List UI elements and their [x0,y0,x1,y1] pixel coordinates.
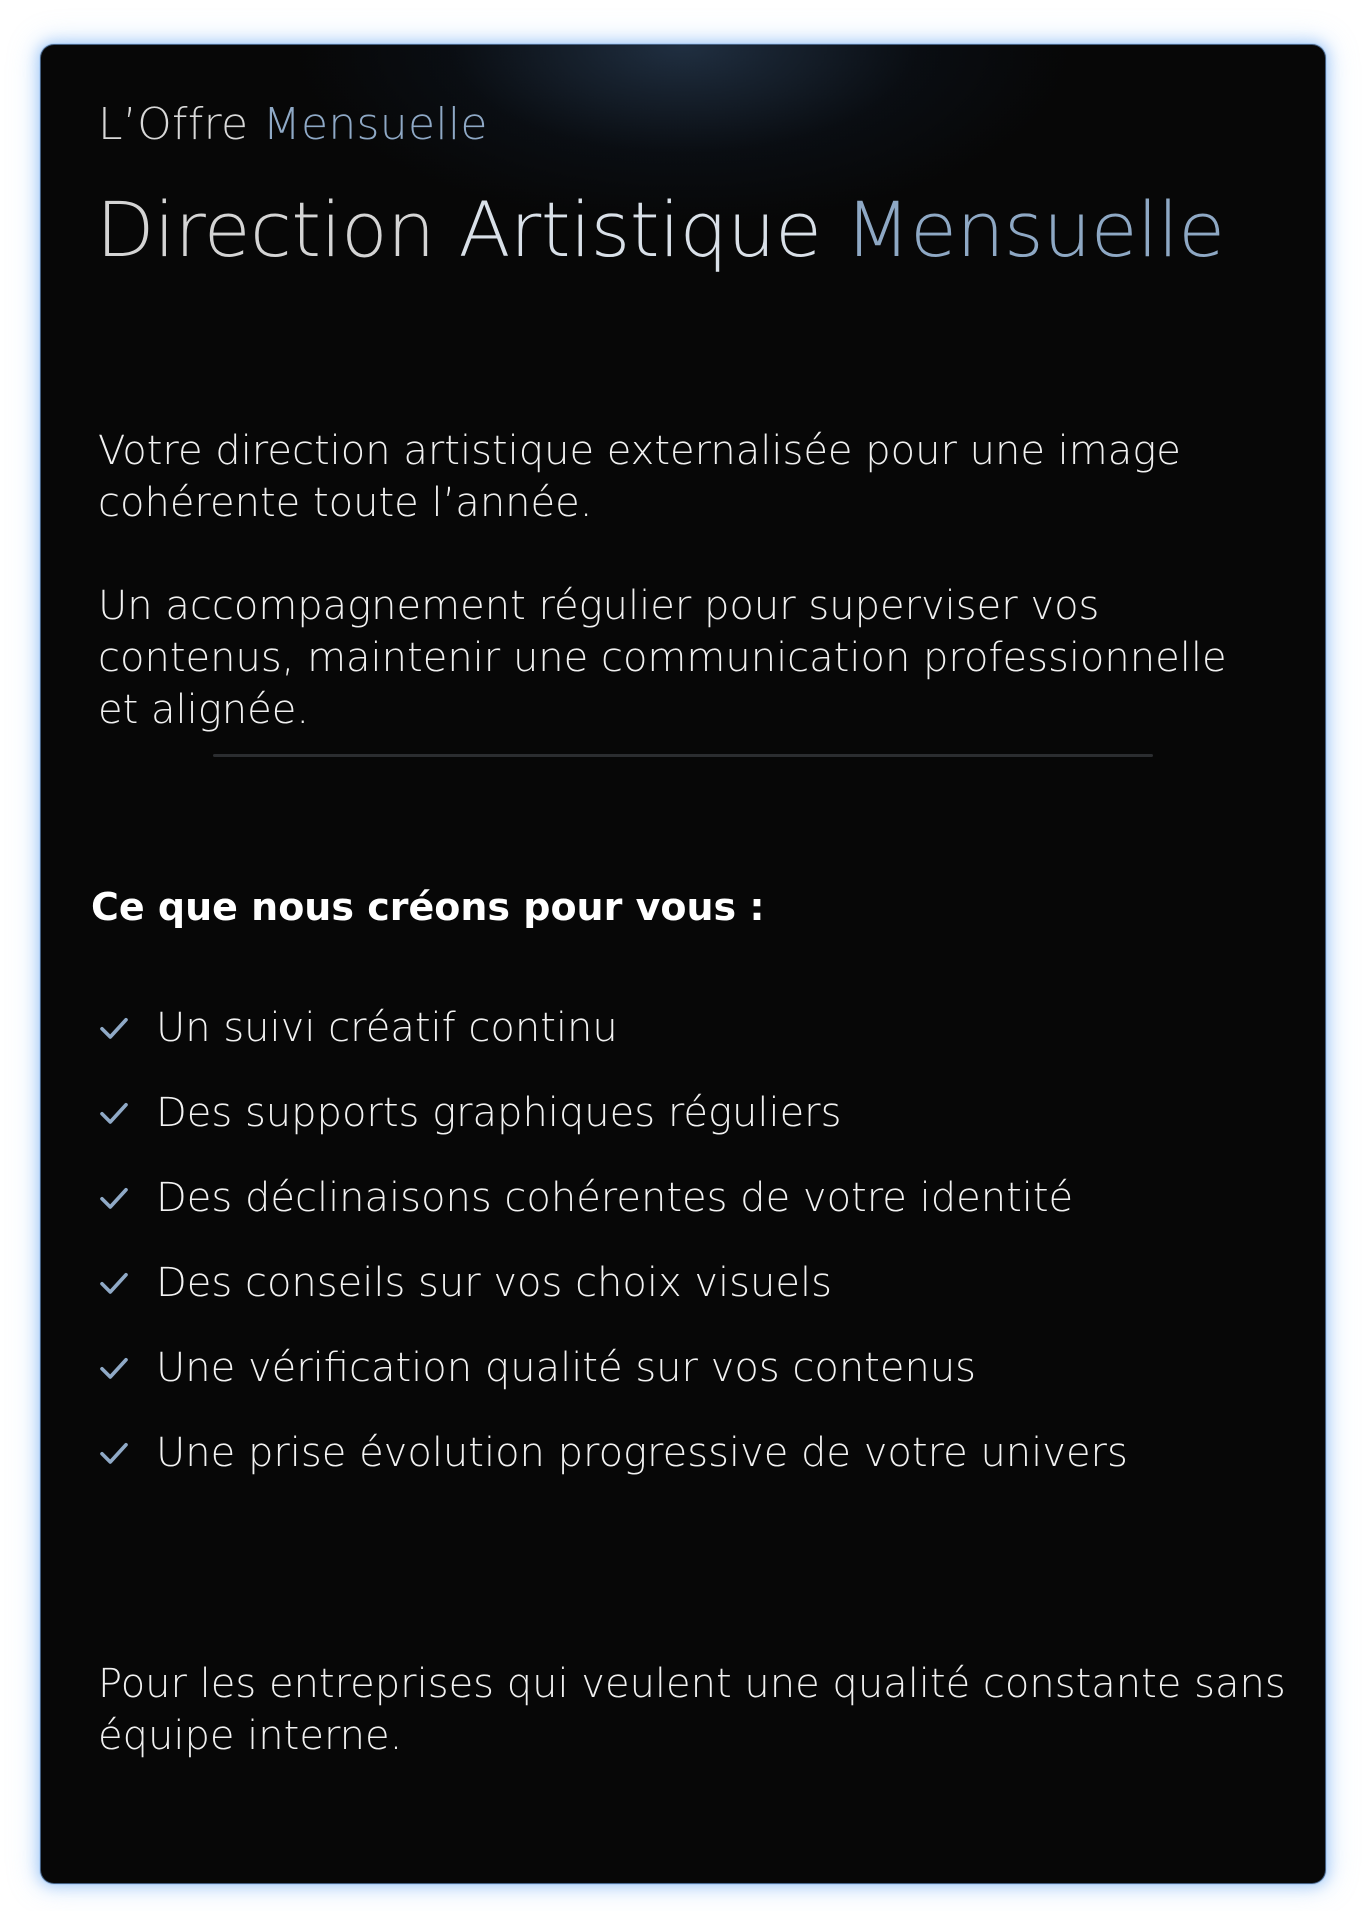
title-word-direction: Direction [96,185,435,274]
offer-kicker [98,99,488,150]
feature-item [96,1325,1276,1410]
feature-label: Des supports graphiques réguliers [156,1089,842,1136]
check-icon [96,1265,132,1301]
kicker-accent: Mensuelle [262,99,488,150]
check-icon [96,1435,132,1471]
check-icon [96,1350,132,1386]
check-icon [96,1010,132,1046]
feature-label: Une prise évolution progressive de votre univers [156,1429,1128,1476]
intro-paragraph-2: Un accompagnement régulier pour superviser vos contenus, maintenir une communication professionnelle et alignée. [98,583,1227,733]
feature-item [96,985,1276,1070]
check-icon [96,1095,132,1131]
check-icon [96,1180,132,1216]
title-word-artistique: Artistique [458,185,822,274]
section-heading: Ce que nous créons pour vous : [91,885,765,929]
feature-item [96,1070,1276,1155]
feature-label: Un suivi créatif continu [156,1004,618,1051]
feature-list [96,985,1276,1495]
feature-label: Des déclinaisons cohérentes de votre identité [156,1174,1074,1221]
kicker-prefix: L’Offre [98,99,249,150]
intro-paragraph-1: Votre direction artistique externalisée pour une image cohérente toute l’année. [98,428,1181,526]
feature-item [96,1155,1276,1240]
offer-card [40,44,1326,1884]
feature-item [96,1410,1276,1495]
feature-label: Une vérification qualité sur vos contenus [156,1344,977,1391]
closing-paragraph: Pour les entreprises qui veulent une qualité constante sans équipe interne. [98,1661,1286,1759]
title-word-mensuelle: Mensuelle [845,185,1225,274]
feature-label: Des conseils sur vos choix visuels [156,1259,832,1306]
divider [213,754,1153,757]
feature-item [96,1240,1276,1325]
offer-title [96,185,1225,274]
